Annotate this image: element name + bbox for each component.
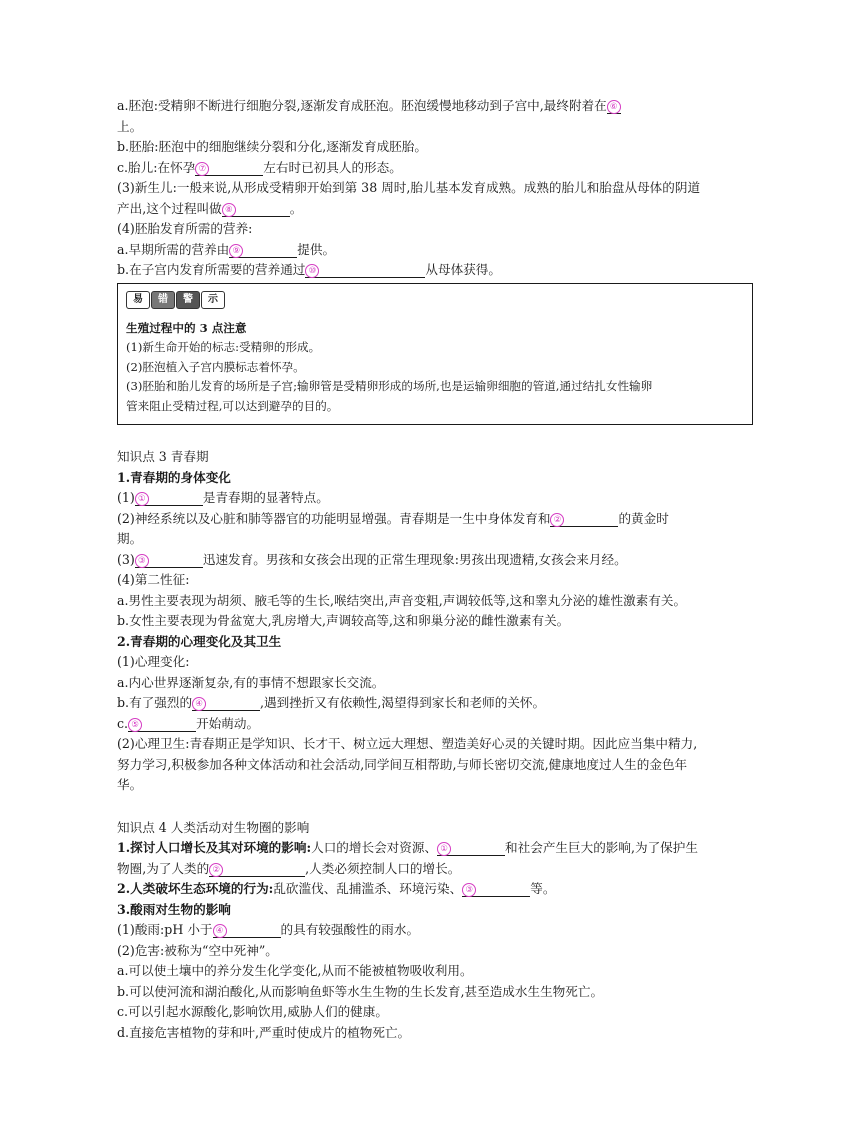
text-line (117, 260, 757, 281)
answer-blank (192, 695, 260, 711)
text: 左右时已初具人的形态。 (263, 159, 402, 175)
blank-number: ⑩ (305, 264, 319, 278)
answer-blank (462, 881, 530, 897)
text-line: a.男性主要表现为胡须、腋毛等的生长,喉结突出,声音变粗,声调较低等,这和睾丸分泌的雄性激素有关。 (117, 592, 687, 608)
text: 产出,这个过程叫做 (117, 200, 222, 216)
text: 乱砍滥伐、乱捕滥杀、环境污染、 (273, 881, 463, 896)
text-line (117, 859, 757, 880)
answer-blank (128, 716, 196, 732)
text-line: a.可以使土壤中的养分发生化学变化,从而不能被植物吸收利用。 (117, 963, 473, 978)
text: (1)酸雨:pH 小于 (117, 922, 213, 937)
answer-blank (229, 242, 297, 258)
text-line (117, 550, 757, 571)
text-line: 努力学习,积极参加各种文体活动和社会活动,同学间互相帮助,与师长密切交流,健康地度过人生的金色年 (117, 756, 688, 772)
box-title: 生殖过程中的 3 点注意 (126, 320, 247, 335)
text-line: b.可以使河流和湖泊酸化,从而影响鱼虾等水生生物的生长发育,甚至造成水生生物死亡。 (117, 983, 604, 999)
text: b.在子宫内发育所需要的营养通过 (117, 262, 306, 277)
answer-blank (209, 861, 305, 877)
warning-box (117, 283, 753, 426)
blank-number: ⑥ (607, 100, 621, 114)
answer-blank (437, 840, 505, 856)
box-line: (2)胚泡植入子宫内膜标志着怀孕。 (126, 359, 305, 374)
answer-blank (305, 262, 425, 278)
text-line (117, 879, 757, 900)
page-content (117, 96, 757, 1043)
text-line: b.胚胎:胚泡中的细胞继续分裂和分化,逐渐发育成胚胎。 (117, 139, 427, 154)
blank-number: ⑤ (128, 718, 142, 732)
text: (2)神经系统以及心脏和肺等器官的功能明显增强。青春期是一生中身体发育和 (117, 510, 551, 526)
text: ,遇到挫折又有依赖性,渴望得到家长和老师的关怀。 (260, 695, 546, 710)
text-line: (2)心理卫生:青春期正是学知识、长才干、树立远大理想、塑造美好心灵的关键时期。因此应当集中精力, (117, 736, 698, 751)
text: 是青春期的显著特点。 (202, 490, 329, 505)
text-line: c.可以引起水源酸化,影响饮用,威胁人们的健康。 (117, 1004, 388, 1019)
blank-number: ⑦ (195, 162, 209, 176)
text: 的黄金时 (618, 510, 669, 526)
answer-blank (607, 98, 621, 114)
answer-blank (135, 552, 203, 568)
blank-number: ① (437, 842, 451, 856)
inline-heading: 2.人类破坏生态环境的行为: (117, 881, 274, 896)
text-line (117, 509, 757, 530)
text: a.早期所需的营养由 (117, 241, 230, 257)
text-line (117, 96, 757, 117)
blank-number: ④ (213, 924, 227, 938)
text-line (117, 920, 757, 941)
text: b.有了强烈的 (117, 695, 193, 710)
section-title: 知识点 4 人类活动对生物圈的影响 (117, 819, 310, 835)
text-line: a.内心世界逐渐复杂,有的事情不想跟家长交流。 (117, 674, 385, 690)
text-line: (4)第二性征: (117, 572, 190, 587)
text-line: (4)胚胎发育所需的营养: (117, 221, 253, 236)
text-line (117, 838, 757, 859)
blank-number: ④ (192, 697, 206, 711)
blank-number: ⑨ (229, 244, 243, 258)
text: (3) (117, 551, 135, 567)
badge-char: 示 (201, 291, 225, 309)
text-line (117, 158, 757, 179)
text-line: 期。 (117, 531, 143, 546)
blank-number: ③ (462, 883, 476, 897)
blank-number: ① (135, 492, 149, 506)
text: ,人类必须控制人口的增长。 (305, 860, 461, 876)
answer-blank (213, 922, 281, 938)
text: 从母体获得。 (425, 262, 501, 277)
text-line (117, 693, 757, 714)
text: 人口的增长会对资源、 (311, 840, 438, 855)
text-line: b.女性主要表现为骨盆宽大,乳房增大,声调较高等,这和卵巢分泌的雌性激素有关。 (117, 613, 570, 628)
text: a.胚泡:受精卵不断进行细胞分裂,逐渐发育成胚泡。胚泡缓慢地移动到子宫中,最终附着在 (117, 98, 607, 113)
text-line (117, 488, 757, 509)
text: 等。 (530, 881, 556, 896)
answer-blank (550, 511, 618, 527)
text: 迅速发育。男孩和女孩会出现的正常生理现象:男孩出现遗精,女孩会来月经。 (202, 551, 627, 567)
blank-number: ② (550, 513, 564, 527)
text: (1) (117, 490, 135, 505)
text-line: 华。 (117, 777, 143, 792)
answer-blank (135, 490, 203, 506)
blank-number: ⑧ (222, 203, 236, 217)
text-line (117, 199, 757, 220)
blank-number: ③ (135, 554, 149, 568)
text: 开始萌动。 (196, 715, 260, 731)
text-line: (2)危害:被称为“空中死神”。 (117, 942, 278, 958)
text: 的具有较强酸性的雨水。 (280, 922, 420, 937)
text: 和社会产生巨大的影响,为了保护生 (505, 840, 698, 855)
badge-char: 易 (126, 291, 150, 309)
text-line: (3)新生儿:一般来说,从形成受精卵开始到第 38 周时,胎儿基本发育成熟。成熟的胎儿和胎盘从母体的阴道 (117, 180, 701, 195)
subsection-heading: 3.酸雨对生物的影响 (117, 901, 231, 917)
text-line: 上。 (117, 118, 143, 134)
text-line (117, 240, 757, 261)
warning-badge (126, 291, 744, 309)
text: 。 (289, 200, 303, 216)
inline-heading: 1.探讨人口增长及其对环境的影响: (117, 840, 312, 855)
badge-char: 错 (151, 291, 175, 309)
subsection-heading: 2.青春期的心理变化及其卫生 (117, 633, 282, 649)
text: c.胎儿:在怀孕 (117, 159, 196, 175)
text-line (117, 714, 757, 735)
text-line: d.直接危害植物的芽和叶,严重时使成片的植物死亡。 (117, 1024, 411, 1040)
badge-char: 警 (176, 291, 200, 309)
box-line: (1)新生命开始的标志:受精卵的形成。 (126, 340, 321, 354)
subsection-heading: 1.青春期的身体变化 (117, 469, 231, 485)
text-line: (1)心理变化: (117, 654, 190, 669)
answer-blank (222, 201, 290, 217)
text: 物圈,为了人类的 (117, 860, 210, 876)
answer-blank (195, 160, 263, 176)
section-title: 知识点 3 青春期 (117, 449, 209, 464)
box-line: 管来阻止受精过程,可以达到避孕的目的。 (126, 398, 339, 413)
blank-number: ② (209, 863, 223, 877)
text: c. (117, 715, 129, 731)
text: 提供。 (297, 241, 336, 257)
box-line: (3)胚胎和胎儿发育的场所是子宫;输卵管是受精卵形成的场所,也是运输卵细胞的管道,通过结扎女性输卵 (126, 379, 653, 393)
